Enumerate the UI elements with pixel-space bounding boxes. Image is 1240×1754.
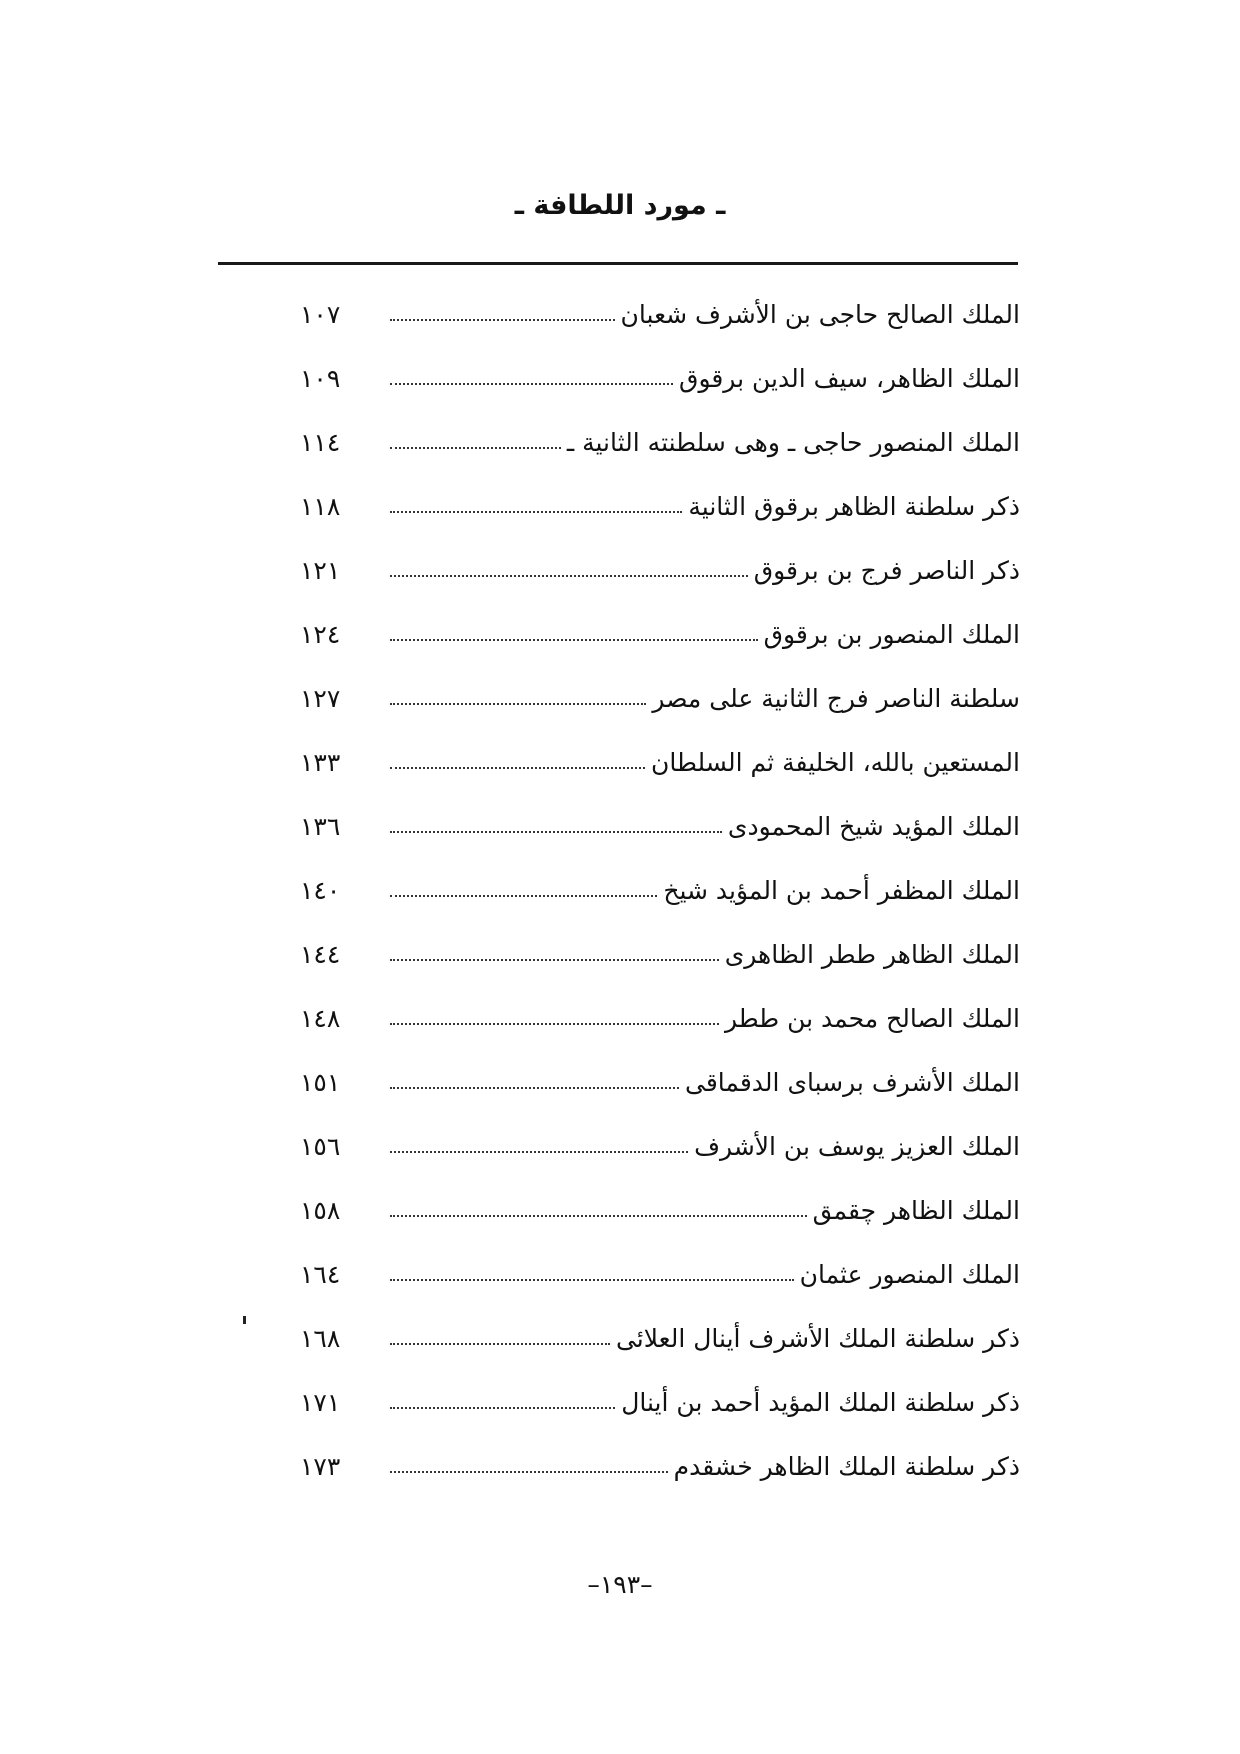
- toc-entry: [300, 674, 1020, 738]
- toc-entry: [300, 354, 1020, 418]
- dot-leader: [390, 1215, 807, 1217]
- toc-entry: [300, 1442, 1020, 1506]
- toc-entry: [300, 1122, 1020, 1186]
- page-number: –١٩٣–: [587, 1570, 653, 1599]
- toc-entry-title: الملك الظاهر چقمق: [812, 1196, 1020, 1225]
- dot-leader: [390, 703, 646, 705]
- toc-entry-title: ذكر سلطنة الملك المؤيد أحمد بن أينال: [621, 1388, 1020, 1417]
- toc-entry-title: الملك المنصور بن برقوق: [763, 620, 1020, 649]
- toc-entry: [300, 1186, 1020, 1250]
- dot-leader: [390, 319, 615, 321]
- dot-leader: [390, 383, 673, 385]
- toc-entry-title: الملك الصالح حاجى بن الأشرف شعبان: [620, 300, 1020, 329]
- toc-entry: [300, 546, 1020, 610]
- toc-entry: [300, 418, 1020, 482]
- dot-leader: [390, 831, 722, 833]
- scan-speck: [243, 1316, 246, 1324]
- toc-entry: [300, 866, 1020, 930]
- page-title: ـ مورد اللطافة ـ: [514, 190, 726, 221]
- toc-entry-page: ١٤٠: [300, 876, 341, 905]
- toc-entry-page: ١٠٧: [300, 300, 341, 329]
- toc-entry: [300, 290, 1020, 354]
- dot-leader: [390, 767, 645, 769]
- toc-entry-page: ١١٨: [300, 492, 341, 521]
- toc-entry-title: الملك المؤيد شيخ المحمودى: [727, 812, 1020, 841]
- toc-entry-page: ١٢٤: [300, 620, 341, 649]
- toc-entry-title: الملك الصالح محمد بن ططر: [724, 1004, 1020, 1033]
- toc-entry-title: الملك المنصور حاجى ـ وهى سلطنته الثانية ـ: [566, 428, 1020, 457]
- toc-entry-page: ١٠٩: [300, 364, 341, 393]
- toc-entry-page: ١٥٨: [300, 1196, 341, 1225]
- toc-entry-title: ذكر سلطنة الظاهر برقوق الثانية: [688, 492, 1020, 521]
- dot-leader: [390, 959, 719, 961]
- toc-entry-page: ١٧١: [300, 1388, 341, 1417]
- dot-leader: [390, 1407, 615, 1409]
- dot-leader: [390, 511, 682, 513]
- toc-entry: [300, 1314, 1020, 1378]
- dot-leader: [390, 575, 748, 577]
- toc-entry: [300, 482, 1020, 546]
- toc-entry-page: ١٢١: [300, 556, 341, 585]
- dot-leader: [390, 447, 561, 449]
- toc-entry: [300, 738, 1020, 802]
- toc-entry: [300, 1250, 1020, 1314]
- dot-leader: [390, 1151, 688, 1153]
- toc-entry-title: الملك الظاهر، سيف الدين برقوق: [679, 364, 1020, 393]
- toc-entry-title: ذكر سلطنة الملك الأشرف أينال العلائى: [615, 1324, 1020, 1353]
- header-divider: [218, 262, 1018, 265]
- dot-leader: [390, 1087, 679, 1089]
- toc-entry-title: الملك الأشرف برسباى الدقماقى: [685, 1068, 1020, 1097]
- toc-entry-page: ١٥١: [300, 1068, 341, 1097]
- toc-entry-title: الملك العزيز يوسف بن الأشرف: [694, 1132, 1020, 1161]
- toc-entry-title: الملك المنصور عثمان: [799, 1260, 1020, 1289]
- toc-entry: [300, 1378, 1020, 1442]
- toc-entry: [300, 1058, 1020, 1122]
- dot-leader: [390, 895, 657, 897]
- toc-entry: [300, 994, 1020, 1058]
- toc-entry-page: ١٦٤: [300, 1260, 341, 1289]
- toc-entry-page: ١١٤: [300, 428, 341, 457]
- toc-entry-page: ١٥٦: [300, 1132, 341, 1161]
- table-of-contents: [300, 290, 1020, 1506]
- dot-leader: [390, 639, 758, 641]
- dot-leader: [390, 1023, 719, 1025]
- toc-entry-title: الملك المظفر أحمد بن المؤيد شيخ: [663, 876, 1020, 905]
- toc-entry-page: ١٢٧: [300, 684, 341, 713]
- toc-entry: [300, 930, 1020, 994]
- toc-entry: [300, 802, 1020, 866]
- toc-entry-page: ١٤٤: [300, 940, 341, 969]
- dot-leader: [390, 1471, 668, 1473]
- toc-entry-title: الملك الظاهر ططر الظاهرى: [724, 940, 1020, 969]
- toc-entry-title: سلطنة الناصر فرج الثانية على مصر: [652, 684, 1020, 713]
- toc-entry: [300, 610, 1020, 674]
- toc-entry-page: ١٣٦: [300, 812, 341, 841]
- dot-leader: [390, 1343, 610, 1345]
- toc-entry-page: ١٧٣: [300, 1452, 341, 1481]
- dot-leader: [390, 1279, 794, 1281]
- toc-entry-page: ١٦٨: [300, 1324, 341, 1353]
- toc-entry-title: ذكر الناصر فرج بن برقوق: [753, 556, 1020, 585]
- toc-entry-page: ١٤٨: [300, 1004, 341, 1033]
- toc-entry-title: المستعين بالله، الخليفة ثم السلطان: [650, 748, 1020, 777]
- toc-entry-title: ذكر سلطنة الملك الظاهر خشقدم: [673, 1452, 1020, 1481]
- toc-entry-page: ١٣٣: [300, 748, 341, 777]
